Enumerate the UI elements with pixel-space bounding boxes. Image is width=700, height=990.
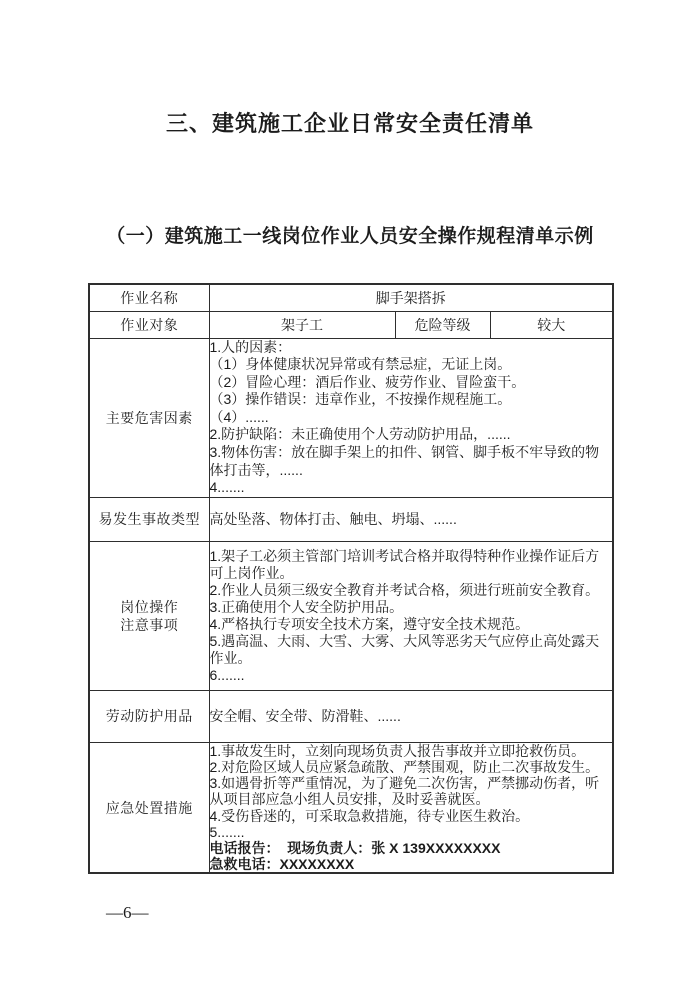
hazards-content [209,338,613,497]
precautions-content [209,541,613,690]
emergency-label: 应急处置措施 [89,742,209,873]
table-row-ppe [89,690,613,742]
text-line: 2.对危险区域人员应紧急疏散、严禁围观，防止二次事故发生。 [209,759,600,776]
text-line: 4.受伤昏迷的，可采取急救措施，待专业医生救治。 [209,807,530,824]
text-line: 急救电话：XXXXXXXX [209,856,355,873]
ppe-label: 劳动防护用品 [89,690,209,742]
table-row-job-target [89,311,613,338]
text-line: 电话报告： 现场负责人：张 X 139XXXXXXXX [209,840,501,857]
text-line: 3.如遇骨折等严重情况，为了避免二次伤害，严禁挪动伤者，听从项目部应急小组人员安排，及时妥善就医。 [209,775,600,808]
text-line: （1）身体健康状况异常或有禁忌症，无证上岗。 [209,356,512,373]
text-line: 1.人的因素： [209,338,292,355]
table-row-precautions [89,541,613,690]
emergency-steps [210,743,613,840]
ppe-value: 安全帽、安全带、防滑鞋、...... [209,690,613,742]
page-number: —6— [106,903,149,922]
job-target-value: 架子工 [209,311,395,338]
risk-level-value: 较大 [490,311,613,338]
table-row-emergency [89,742,613,873]
precautions-label-line1: 岗位操作 [120,598,179,615]
text-line: （4）...... [209,408,269,425]
text-line: 1.事故发生时，立刻向现场负责人报告事故并立即抢救伤员。 [209,742,586,759]
text-line: 3.物体伤害：放在脚手架上的扣件、钢管、脚手板不牢导致的物体打击等，...... [209,444,600,478]
text-line: 3.正确使用个人安全防护用品。 [209,598,404,615]
section-subtitle: （一）建筑施工一线岗位作业人员安全操作规程清单示例 [106,226,594,247]
accident-types-label: 易发生事故类型 [89,497,209,541]
accident-types-value: 高处坠落、物体打击、触电、坍塌、...... [209,497,613,541]
job-name-value: 脚手架搭拆 [209,284,613,311]
emergency-content [209,742,613,873]
text-line: 4....... [209,479,245,496]
text-line: 5.遇高温、大雨、大雪、大雾、大风等恶劣天气应停止高处露天作业。 [209,632,600,666]
job-target-label: 作业对象 [89,311,209,338]
text-line: 1.架子工必须主管部门培训考试合格并取得特种作业操作证后方可上岗作业。 [209,547,600,581]
hazards-label: 主要危害因素 [89,338,209,497]
text-line: 2.防护缺陷：未正确使用个人劳动防护用品，...... [209,426,511,443]
text-line: 6....... [209,666,245,683]
text-line: （3）操作错误：违章作业，不按操作规程施工。 [209,391,512,408]
text-line: 4.严格执行专项安全技术方案，遵守安全技术规范。 [209,615,530,632]
job-name-label: 作业名称 [89,284,209,311]
precautions-label-line2: 注意事项 [120,616,179,633]
precautions-label [89,541,209,690]
emergency-contacts [210,840,613,872]
table-row-accident-types [89,497,613,541]
text-line: 2.作业人员须三级安全教育并考试合格，须进行班前安全教育。 [209,581,600,598]
text-line: 5....... [209,823,245,840]
safety-checklist-table [88,283,614,874]
risk-level-label: 危险等级 [395,311,490,338]
page-title: 三、建筑施工企业日常安全责任清单 [165,111,534,136]
table-row-job-name [89,284,613,311]
table-row-hazards [89,338,613,497]
text-line: （2）冒险心理：酒后作业、疲劳作业、冒险蛮干。 [209,373,526,390]
